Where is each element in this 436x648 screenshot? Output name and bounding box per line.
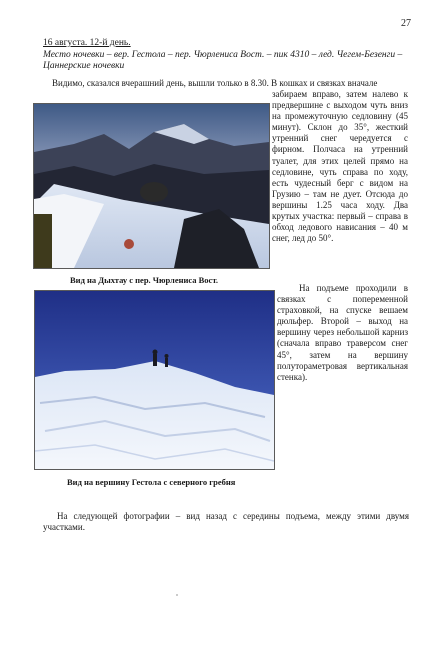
entry-route: Место ночевки – вер. Гестола – пер. Чюрлениса Вост. – пик 4310 – лед. Чегем-Безенги – Цаннерские ночевки: [43, 49, 403, 71]
paragraph-1: забираем вправо, затем налево к предвершине с выходом чуть вниз на промежуточную седловину (45 минут). Склон до 35°, жесткий утренний снег чередуется с фирном. Полчаса на утренний туалет, для этих целей прямо на седловине, чуть справа по ходу, есть чудесный берг с видом на Грузию – там не дует. Отсюда до вершины 1.25 часа ходу. Два крутых участка: первый – справа в обход ледового нависания – 40 м снег, лед до 50°.: [272, 89, 408, 244]
photo-dykhtau-image: [34, 104, 269, 268]
paragraph-2: На подъеме проходили в связках с попеременной страховкой, на спуске вешаем дюльфер. Второй – выход на вершину через небольшой карниз (сначала вправо траверсом снег 45°, затем на вершину полутораметровая вертикальная стенка).: [277, 283, 408, 382]
photo-gestola-caption: Вид на вершину Гестола с северного гребня: [67, 477, 236, 487]
photo-gestola-summit: [34, 290, 275, 470]
photo-dykhtau-caption: Вид на Дыхтау с пер. Чюрлениса Вост.: [70, 275, 218, 285]
page-number: 27: [401, 18, 411, 29]
entry-date: 16 августа. 12-й день.: [43, 38, 131, 48]
photo-dykhtau: [33, 103, 270, 269]
paragraph-3: На следующей фотографии – вид назад с середины подъема, между этими двумя участками.: [43, 511, 409, 533]
page-speck: [176, 594, 178, 596]
entry-heading: [43, 38, 403, 73]
paragraph-1-first-line: Видимо, сказался вчерашний день, вышли только в 8.30. В кошках и связках вначале: [52, 78, 378, 88]
photo-gestola-image: [35, 291, 274, 469]
